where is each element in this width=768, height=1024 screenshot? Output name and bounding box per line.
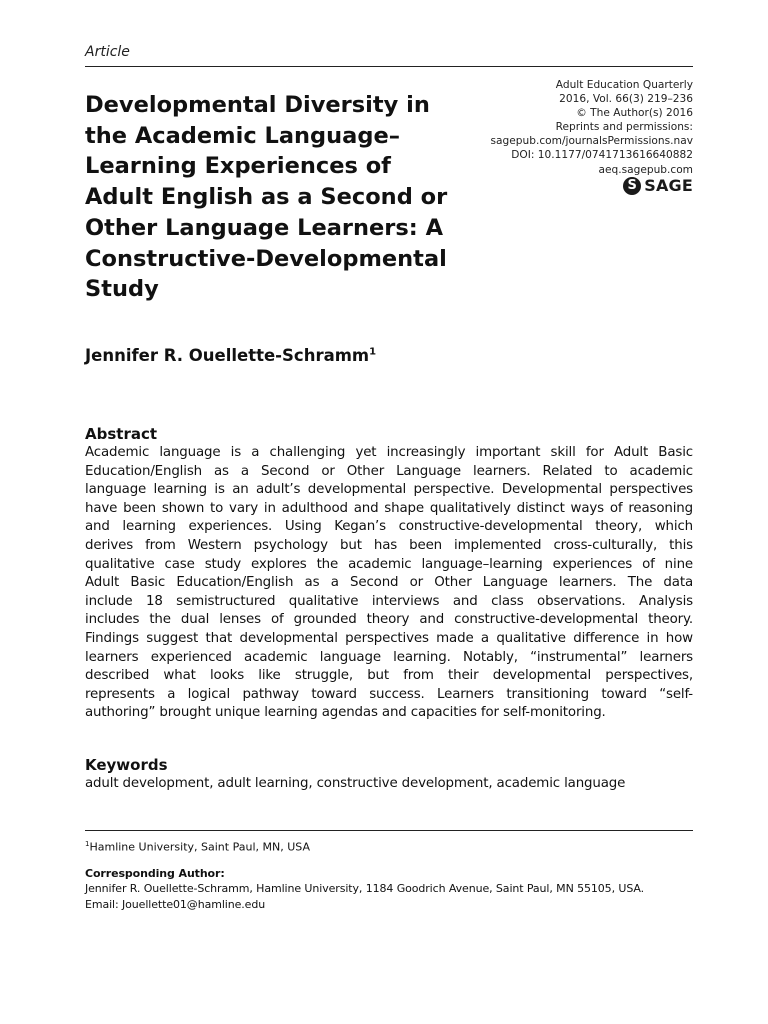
footnote-rule <box>85 830 693 831</box>
abstract-line: have been shown to vary in adulthood and shape qualitatively distinct ways of reasoning <box>85 500 693 516</box>
keywords-list: adult development, adult learning, constructive development, academic language <box>85 776 626 791</box>
abstract-line: derives from Western psychology but has been implemented cross-culturally, this <box>85 537 693 553</box>
permissions-link[interactable]: sagepub.com/journalsPermissions.nav <box>490 135 693 148</box>
abstract-line: learners experienced academic language learning. Notably, “instrumental” learners <box>85 649 693 665</box>
abstract-line: authoring” brought unique learning agendas and capacities for self-monitoring. <box>85 705 606 721</box>
article-type-label: Article <box>85 44 130 60</box>
header-rule <box>85 66 693 67</box>
author-name: Jennifer R. Ouellette-Schramm <box>85 346 370 365</box>
title-line: Adult English as a Second or <box>85 184 448 211</box>
author-affiliation-mark: 1 <box>369 346 377 358</box>
journal-name: Adult Education Quarterly <box>555 79 693 91</box>
abstract-line: described what looks like struggle, but from their developmental perspectives, <box>85 668 693 684</box>
author-line <box>85 346 376 365</box>
affiliation-footnote <box>85 840 310 854</box>
abstract-body <box>85 444 693 723</box>
abstract-line: include 18 semistructured qualitative interviews and class observations. Analysis <box>85 593 693 609</box>
abstract-line: Education/English as a Second or Other Language learners. Related to academic <box>85 463 693 479</box>
paper-title <box>85 90 485 305</box>
title-line: Study <box>85 276 159 303</box>
affiliation-text: Hamline University, Saint Paul, MN, USA <box>89 840 310 854</box>
abstract-line: Academic language is a challenging yet increasingly important skill for Adult Basic <box>85 445 693 460</box>
keywords-heading: Keywords <box>85 756 168 774</box>
sage-logo <box>623 176 693 195</box>
corresponding-author-block <box>85 866 705 912</box>
title-line: the Academic Language– <box>85 122 400 149</box>
copyright-notice: © The Author(s) 2016 <box>576 107 693 120</box>
abstract-line: and learning experiences. Using Kegan’s constructive-developmental theory, which <box>85 519 693 535</box>
title-line: Developmental Diversity in <box>85 92 430 118</box>
abstract-line: represents a logical pathway toward success. Learners transitioning toward “self- <box>85 686 693 702</box>
affiliation-mark: 1 <box>85 840 90 848</box>
title-line: Learning Experiences of <box>85 153 391 180</box>
corresponding-author-address: Jennifer R. Ouellette-Schramm, Hamline University, 1184 Goodrich Avenue, Saint Paul, MN 55105, USA. <box>85 882 645 896</box>
corresponding-author-label: Corresponding Author: <box>85 867 225 880</box>
sage-s-icon: S <box>623 177 641 195</box>
title-line: Constructive-Developmental <box>85 245 447 272</box>
sage-wordmark: SAGE <box>644 176 693 195</box>
reprints-label: Reprints and permissions: <box>555 121 693 134</box>
journal-info-block <box>433 78 693 177</box>
title-line: Other Language Learners: A <box>85 214 444 241</box>
abstract-line: qualitative case study explores the academic language–learning experiences of nine <box>85 556 693 572</box>
corresponding-author-email[interactable]: Email: Jouellette01@hamline.edu <box>85 897 266 911</box>
abstract-line: Adult Basic Education/English as a Second or Other Language learners. The data <box>85 575 693 591</box>
abstract-line: Findings suggest that developmental perspectives made a qualitative difference in how <box>85 630 693 646</box>
abstract-line: language learning is an adult’s developmental perspective. Developmental perspectives <box>85 482 693 498</box>
abstract-line: includes the dual lenses of grounded theory and constructive-developmental theory. <box>85 612 693 628</box>
doi-link[interactable]: DOI: 10.1177/0741713616640882 <box>511 149 693 162</box>
abstract-heading: Abstract <box>85 425 158 443</box>
journal-url-link[interactable]: aeq.sagepub.com <box>598 163 693 176</box>
journal-volume: 2016, Vol. 66(3) 219–236 <box>559 93 693 106</box>
